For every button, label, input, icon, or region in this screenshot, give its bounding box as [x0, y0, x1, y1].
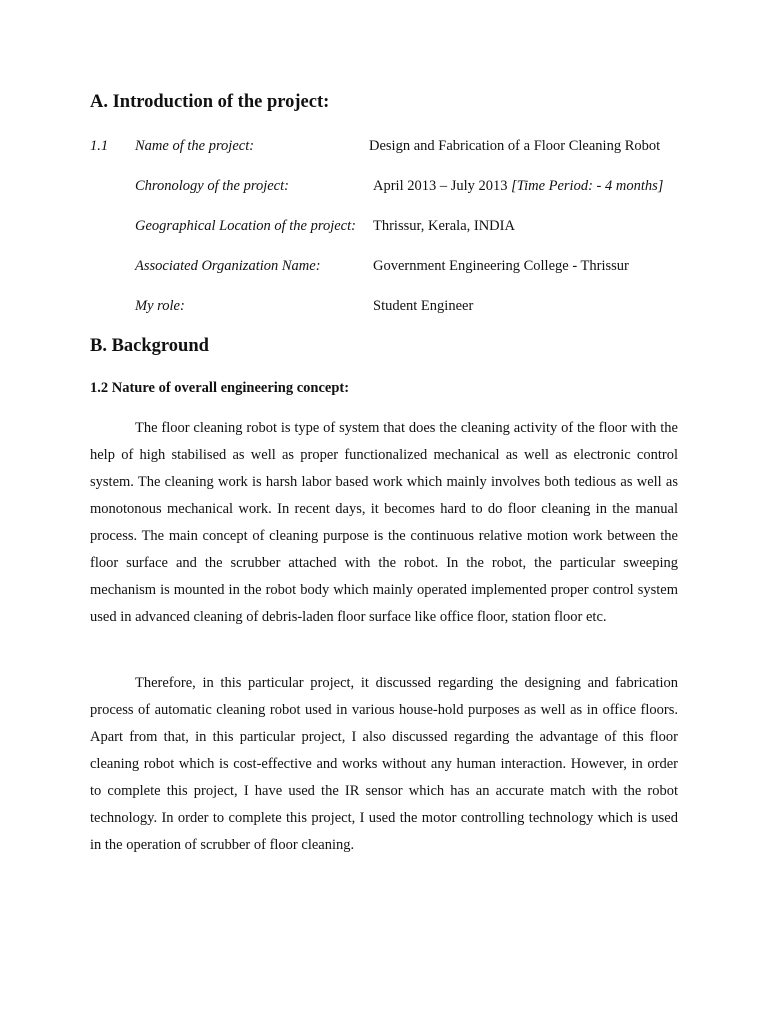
item-number: 1.1	[90, 138, 109, 154]
info-value	[373, 178, 663, 195]
info-value: Government Engineering College - Thrissur	[373, 258, 629, 274]
info-value: Thrissur, Kerala, INDIA	[373, 218, 515, 234]
info-label: Name of the project:	[135, 138, 255, 154]
section-b-subheading: 1.2 Nature of overall engineering concept:	[90, 380, 350, 396]
info-label: Geographical Location of the project:	[135, 218, 356, 234]
info-label: Associated Organization Name:	[135, 258, 321, 274]
section-b-heading: B. Background	[90, 336, 209, 356]
info-value-period: [Time Period: - 4 months]	[511, 178, 664, 194]
info-value-dates: April 2013 – July 2013	[373, 178, 512, 194]
info-label: Chronology of the project:	[135, 178, 289, 194]
section-a-heading: A. Introduction of the project:	[90, 92, 330, 112]
body-paragraph-1: The floor cleaning robot is type of system that does the cleaning activity of the floor with the help of high stabilised as well as proper functionalized mechanical as well as electronic control system. The cleaning work is harsh labor based work which mainly involves both tedious as well as monotonous mechanical work. In recent days, it becomes hard to do floor cleaning in the manual process. The main concept of cleaning purpose is the continuous relative motion work between the floor surface and the scrubber attached with the robot. In the robot, the particular sweeping mechanism is mounted in the robot body which mainly operated implemented proper control system used in advanced cleaning of debris-laden floor surface like office floor, station floor etc.	[90, 420, 678, 625]
info-value: Design and Fabrication of a Floor Cleaning Robot	[369, 138, 661, 154]
info-value: Student Engineer	[373, 298, 474, 314]
body-paragraph-2: Therefore, in this particular project, it discussed regarding the designing and fabrication process of automatic cleaning robot used in various house-hold purposes as well as in office floors. Apart from that, in this particular project, I also discussed regarding the advantage of this floor cleaning robot which is cost-effective and works without any human interaction. However, in order to complete this project, I have used the IR sensor which has an accurate match with the robot technology. In order to complete this project, I used the motor controlling technology which is used in the operation of scrubber of floor cleaning.	[90, 675, 678, 853]
info-label: My role:	[135, 298, 185, 314]
